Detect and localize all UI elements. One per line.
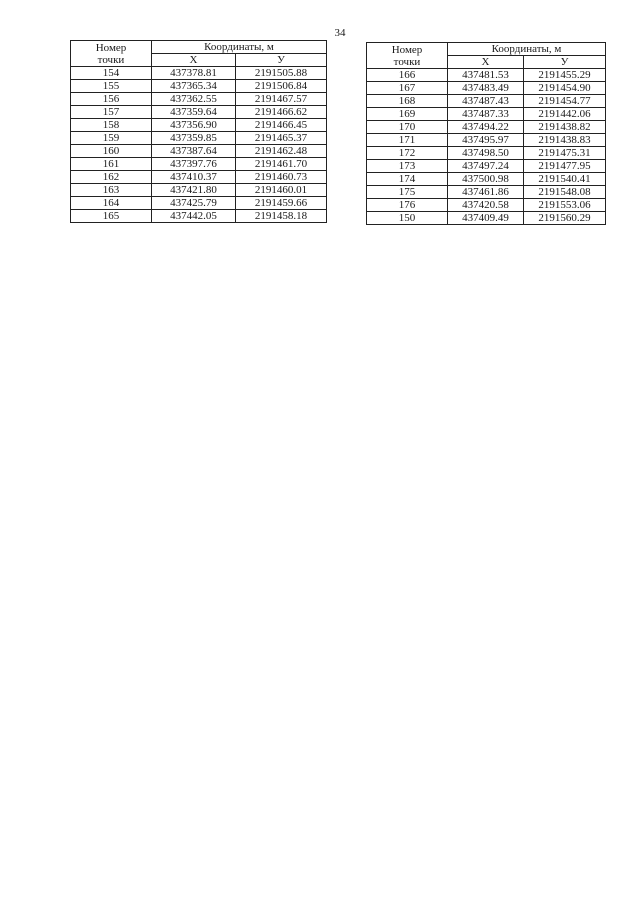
y-coordinate-cell: 2191458.18	[236, 210, 327, 223]
y-header: У	[236, 54, 327, 67]
point-number-cell: 163	[71, 184, 152, 197]
x-coordinate-cell: 437410.37	[152, 171, 236, 184]
point-number-cell: 158	[71, 119, 152, 132]
table-row	[367, 147, 606, 160]
x-coordinate-cell: 437442.05	[152, 210, 236, 223]
point-number-cell: 172	[367, 147, 448, 160]
point-number-cell: 160	[71, 145, 152, 158]
table-row	[71, 106, 327, 119]
table-row	[71, 184, 327, 197]
x-header: X	[448, 56, 524, 69]
y-coordinate-cell: 2191454.77	[524, 95, 606, 108]
point-number-cell: 174	[367, 173, 448, 186]
y-coordinate-cell: 2191475.31	[524, 147, 606, 160]
table-body	[71, 67, 327, 223]
table-row	[71, 93, 327, 106]
point-number-cell: 162	[71, 171, 152, 184]
y-coordinate-cell: 2191442.06	[524, 108, 606, 121]
y-coordinate-cell: 2191462.48	[236, 145, 327, 158]
point-number-cell: 166	[367, 69, 448, 82]
table-row	[367, 121, 606, 134]
coordinates-table-left	[70, 40, 327, 223]
point-number-cell: 169	[367, 108, 448, 121]
x-coordinate-cell: 437494.22	[448, 121, 524, 134]
page-number: 34	[334, 27, 346, 39]
x-coordinate-cell: 437378.81	[152, 67, 236, 80]
point-number-cell: 176	[367, 199, 448, 212]
x-coordinate-cell: 437483.49	[448, 82, 524, 95]
x-coordinate-cell: 437365.34	[152, 80, 236, 93]
point-number-cell: 170	[367, 121, 448, 134]
table-row	[367, 186, 606, 199]
x-coordinate-cell: 437356.90	[152, 119, 236, 132]
x-coordinate-cell: 437409.49	[448, 212, 524, 225]
point-number-header	[71, 41, 152, 67]
y-coordinate-cell: 2191505.88	[236, 67, 327, 80]
y-coordinate-cell: 2191560.29	[524, 212, 606, 225]
y-coordinate-cell: 2191548.08	[524, 186, 606, 199]
table-row	[71, 171, 327, 184]
x-coordinate-cell: 437487.43	[448, 95, 524, 108]
point-number-cell: 168	[367, 95, 448, 108]
y-coordinate-cell: 2191465.37	[236, 132, 327, 145]
point-number-cell: 156	[71, 93, 152, 106]
coordinates-header: Координаты, м	[152, 41, 327, 54]
y-coordinate-cell: 2191438.82	[524, 121, 606, 134]
point-number-cell: 159	[71, 132, 152, 145]
point-number-cell: 165	[71, 210, 152, 223]
point-number-cell: 173	[367, 160, 448, 173]
table-row	[367, 82, 606, 95]
point-header-line2: точки	[97, 53, 125, 66]
point-number-cell: 157	[71, 106, 152, 119]
table-row	[71, 80, 327, 93]
table-row	[367, 108, 606, 121]
y-coordinate-cell: 2191506.84	[236, 80, 327, 93]
table-row	[367, 212, 606, 225]
table-row	[367, 134, 606, 147]
x-coordinate-cell: 437387.64	[152, 145, 236, 158]
coordinates-table-right	[366, 42, 606, 225]
table-row	[71, 119, 327, 132]
point-number-cell: 167	[367, 82, 448, 95]
x-coordinate-cell: 437498.50	[448, 147, 524, 160]
x-coordinate-cell: 437500.98	[448, 173, 524, 186]
table-row	[367, 160, 606, 173]
table-row	[367, 95, 606, 108]
x-coordinate-cell: 437425.79	[152, 197, 236, 210]
point-number-cell: 155	[71, 80, 152, 93]
y-coordinate-cell: 2191438.83	[524, 134, 606, 147]
point-header-line2: точки	[393, 55, 421, 68]
x-coordinate-cell: 437497.24	[448, 160, 524, 173]
point-header-line1: Номер	[391, 43, 423, 56]
point-header-line1: Номер	[95, 41, 127, 54]
table-row	[71, 197, 327, 210]
y-coordinate-cell: 2191459.66	[236, 197, 327, 210]
table-header	[71, 41, 327, 67]
point-number-cell: 150	[367, 212, 448, 225]
point-number-cell: 154	[71, 67, 152, 80]
x-coordinate-cell: 437362.55	[152, 93, 236, 106]
y-coordinate-cell: 2191455.29	[524, 69, 606, 82]
x-coordinate-cell: 437487.33	[448, 108, 524, 121]
x-coordinate-cell: 437359.85	[152, 132, 236, 145]
y-header: У	[524, 56, 606, 69]
x-coordinate-cell: 437495.97	[448, 134, 524, 147]
y-coordinate-cell: 2191466.62	[236, 106, 327, 119]
x-coordinate-cell: 437397.76	[152, 158, 236, 171]
y-coordinate-cell: 2191454.90	[524, 82, 606, 95]
coordinates-header: Координаты, м	[448, 43, 606, 56]
x-coordinate-cell: 437420.58	[448, 199, 524, 212]
point-number-cell: 164	[71, 197, 152, 210]
table-row	[71, 210, 327, 223]
x-coordinate-cell: 437461.86	[448, 186, 524, 199]
table-row	[367, 199, 606, 212]
table-row	[71, 132, 327, 145]
x-header: X	[152, 54, 236, 67]
table-row	[71, 158, 327, 171]
y-coordinate-cell: 2191467.57	[236, 93, 327, 106]
x-coordinate-cell: 437421.80	[152, 184, 236, 197]
table-header	[367, 43, 606, 69]
y-coordinate-cell: 2191553.06	[524, 199, 606, 212]
point-number-cell: 171	[367, 134, 448, 147]
point-number-cell: 175	[367, 186, 448, 199]
table-row	[367, 69, 606, 82]
point-number-cell: 161	[71, 158, 152, 171]
x-coordinate-cell: 437481.53	[448, 69, 524, 82]
y-coordinate-cell: 2191466.45	[236, 119, 327, 132]
table-row	[367, 173, 606, 186]
point-number-header	[367, 43, 448, 69]
table-body	[367, 69, 606, 225]
y-coordinate-cell: 2191540.41	[524, 173, 606, 186]
table-row	[71, 67, 327, 80]
y-coordinate-cell: 2191460.01	[236, 184, 327, 197]
x-coordinate-cell: 437359.64	[152, 106, 236, 119]
table-row	[71, 145, 327, 158]
y-coordinate-cell: 2191460.73	[236, 171, 327, 184]
y-coordinate-cell: 2191477.95	[524, 160, 606, 173]
y-coordinate-cell: 2191461.70	[236, 158, 327, 171]
